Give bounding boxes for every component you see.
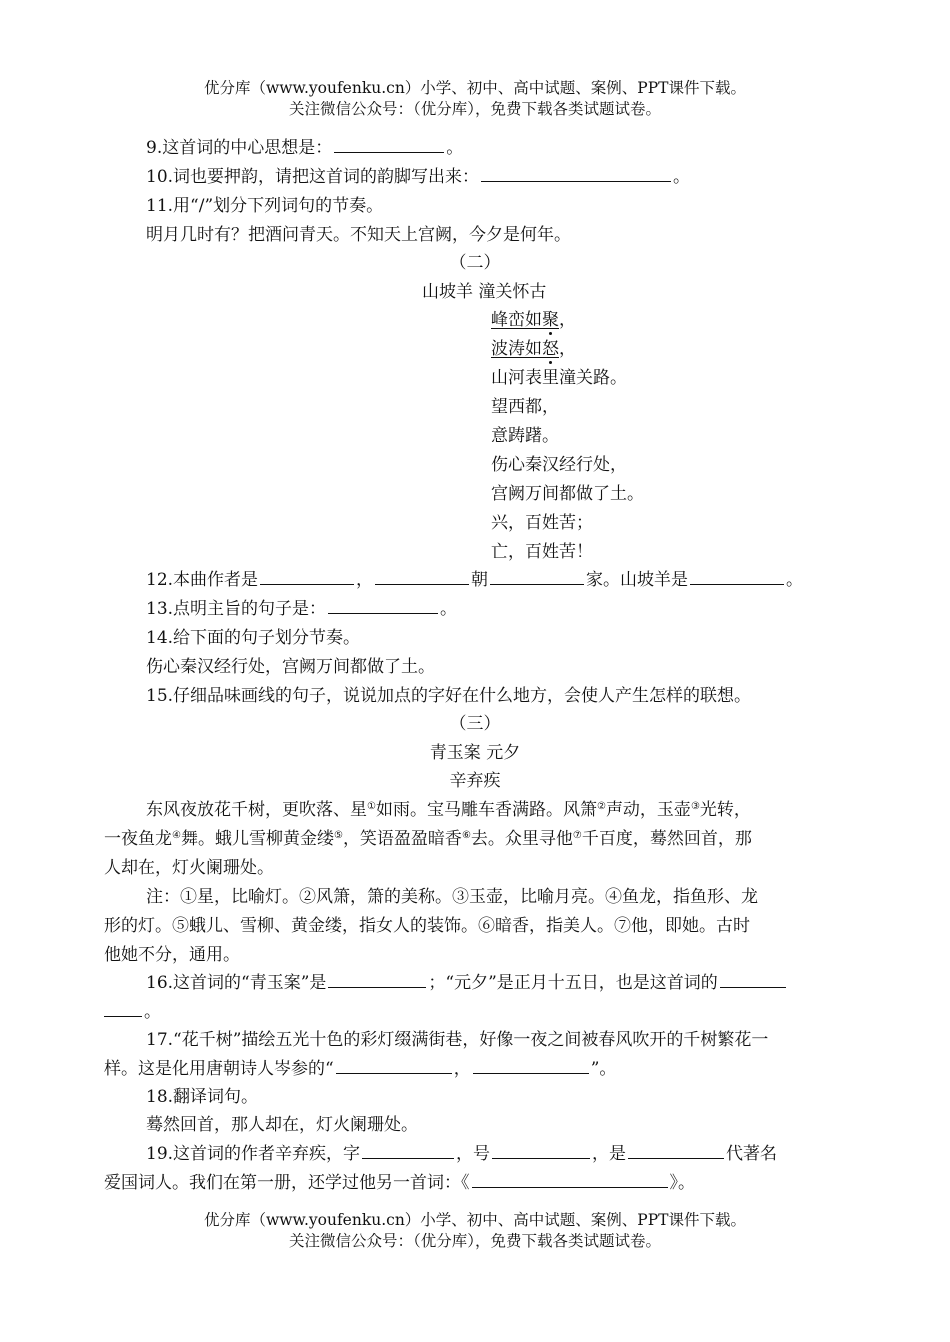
answer-blank[interactable] (472, 1186, 668, 1188)
question-16-cont: 。 (104, 998, 161, 1026)
dotted-char: 聚 (542, 310, 559, 330)
verse-line-8: 兴，百姓苦； (491, 513, 593, 533)
question-14-text: 伤心秦汉经行处，宫阙万间都做了土。 (146, 657, 435, 677)
question-9: 9.这首词的中心思想是： 。 (146, 138, 464, 158)
question-17-cont: 样。这是化用唐朝诗人岑参的“ ， ”。 (104, 1059, 617, 1079)
question-11-text: 明月几时有？把酒问青天。不知天上宫阙，今夕是何年。 (146, 225, 571, 245)
verse-line-5: 意踌躇。 (491, 426, 559, 446)
question-17: 17.“花千树”描绘五光十色的彩灯缀满街巷，好像一夜之间被春风吹开的千树繁花一 (146, 1030, 769, 1050)
notes-line-2: 形的灯。⑤蛾儿、雪柳、黄金缕，指女人的装饰。⑥暗香，指美人。⑦他，即她。古时 (104, 916, 750, 936)
question-16: 16.这首词的“青玉案”是 ；“元夕”是正月十五日，也是这首词的 (146, 969, 788, 997)
question-19: 19.这首词的作者辛弃疾，字 ，号 ，是 代著名 (146, 1144, 778, 1164)
answer-blank[interactable] (473, 1072, 589, 1074)
section-2-heading: （二） (449, 253, 501, 273)
answer-blank[interactable] (362, 1157, 454, 1159)
question-12: 12.本曲作者是 ， 朝 家。山坡羊是 。 (146, 570, 804, 590)
answer-blank[interactable] (375, 583, 469, 585)
answer-blank[interactable] (690, 583, 784, 585)
notes-line-1: 注：①星，比喻灯。②风箫，箫的美称。③玉壶，比喻月亮。④鱼龙，指鱼形、龙 (146, 887, 758, 907)
question-18: 18.翻译词句。 (146, 1087, 259, 1107)
notes-line-3: 他她不分，通用。 (104, 945, 240, 965)
poem-3-line-1: 东风夜放花千树，更吹落、星①如雨。宝马雕车香满路。风箫②声动，玉壶③光转， (146, 800, 751, 820)
answer-blank[interactable] (481, 180, 671, 182)
answer-blank[interactable] (628, 1157, 724, 1159)
verse-line-2: 波涛如怒， (491, 339, 576, 359)
poem-3-line-2: 一夜鱼龙④舞。蛾儿雪柳黄金缕⑤，笑语盈盈暗香⑥去。众里寻他⑦千百度，蓦然回首，那 (104, 829, 752, 849)
question-15: 15.仔细品味画线的句子，说说加点的字好在什么地方，会使人产生怎样的联想。 (146, 686, 752, 706)
answer-blank[interactable] (492, 1157, 590, 1159)
question-11: 11.用“/”划分下列词句的节奏。 (146, 196, 384, 216)
dotted-char: 怒 (542, 339, 559, 359)
header-line-2: 关注微信公众号：（优分库），免费下载各类试题试卷。 (288, 100, 661, 118)
verse-line-3: 山河表里潼关路。 (491, 368, 627, 388)
header-line-1: 优分库（www.youfenku.cn）小学、初中、高中试题、案例、PPT课件下载。 (203, 79, 747, 97)
verse-line-4: 望西都， (491, 397, 559, 417)
answer-blank[interactable] (334, 151, 444, 153)
answer-blank[interactable] (328, 986, 426, 988)
footer-line-2: 关注微信公众号：（优分库），免费下载各类试题试卷。 (288, 1232, 661, 1250)
verse-line-9: 亡，百姓苦！ (491, 542, 593, 562)
verse-line-1: 峰峦如聚， (491, 310, 576, 330)
verse-line-7: 宫阙万间都做了土。 (491, 484, 644, 504)
answer-blank[interactable] (260, 583, 354, 585)
answer-blank[interactable] (336, 1072, 452, 1074)
question-10: 10.词也要押韵，请把这首词的韵脚写出来： 。 (146, 167, 691, 187)
verse-line-6: 伤心秦汉经行处， (491, 455, 627, 475)
question-18-text: 蓦然回首，那人却在，灯火阑珊处。 (146, 1115, 418, 1135)
poem-3-author: 辛弃疾 (449, 771, 501, 791)
answer-blank[interactable] (104, 1015, 142, 1017)
section-3-heading: （三） (449, 714, 501, 734)
poem-3-line-3: 人却在，灯火阑珊处。 (104, 858, 274, 878)
answer-blank[interactable] (328, 612, 438, 614)
poem-2-title: 山坡羊 潼关怀古 (422, 282, 547, 302)
answer-blank[interactable] (490, 583, 584, 585)
question-19-cont: 爱国词人。我们在第一册，还学过他另一首词：《 》。 (104, 1173, 695, 1193)
footer-line-1: 优分库（www.youfenku.cn）小学、初中、高中试题、案例、PPT课件下载。 (203, 1211, 747, 1229)
answer-blank[interactable] (720, 986, 786, 988)
question-13: 13.点明主旨的句子是： 。 (146, 599, 458, 619)
question-14: 14.给下面的句子划分节奏。 (146, 628, 361, 648)
poem-3-title: 青玉案 元夕 (429, 743, 521, 763)
